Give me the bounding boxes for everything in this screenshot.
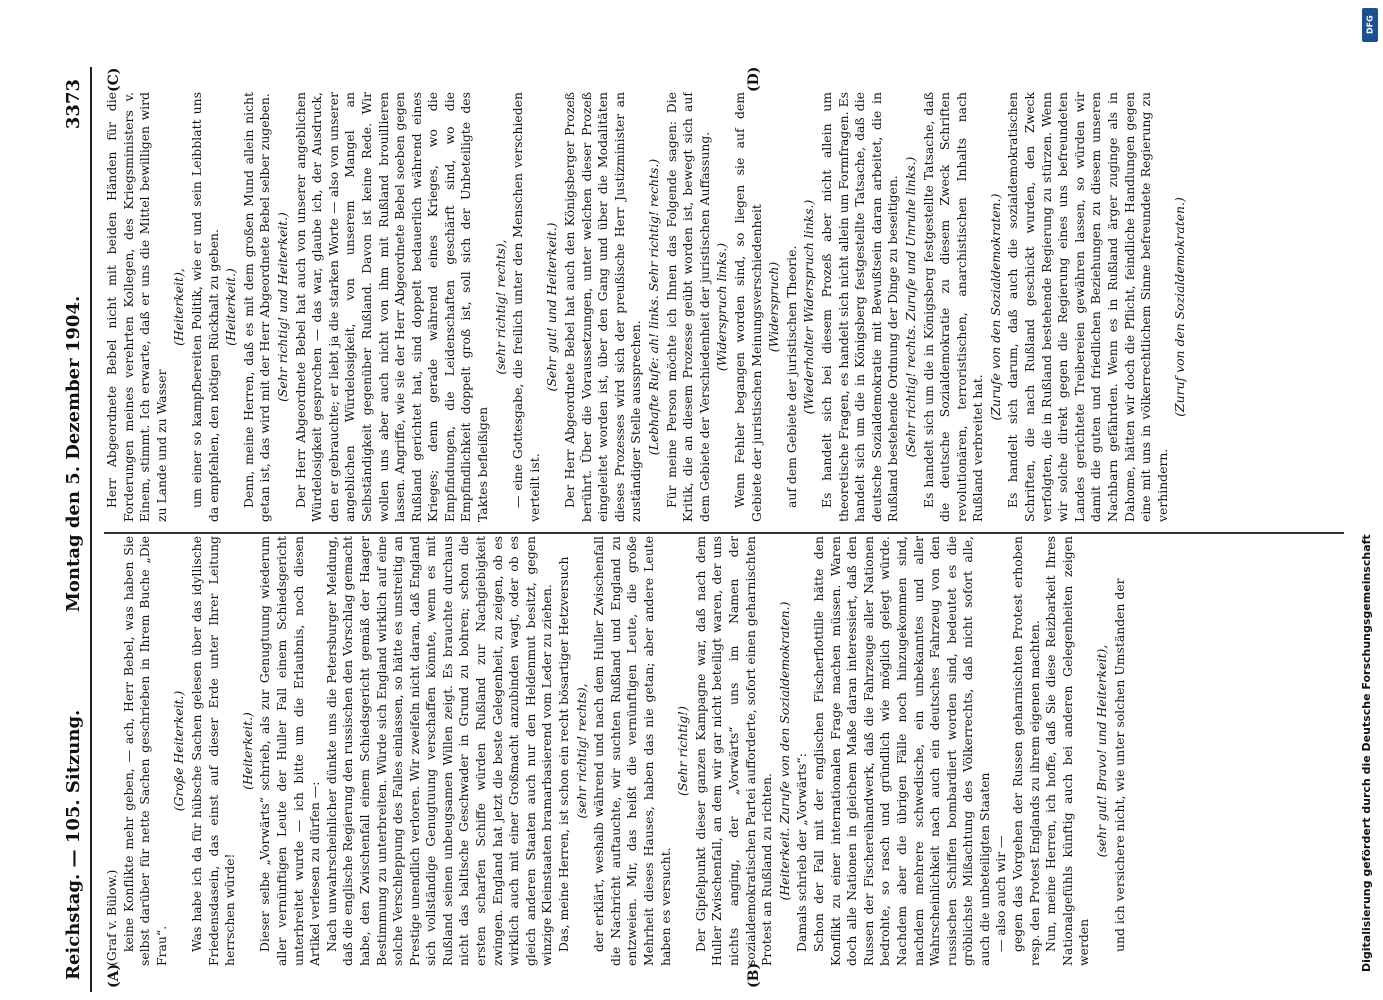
speaker-label: (Graf v. Bülow.)	[104, 869, 119, 966]
interjection: (Wiederholter Widerspruch links.)	[801, 199, 817, 415]
paragraph: keine Konflikte mehr geben, — ach, Herr Bebel, was haben Sie selbst darüber für nette Sachen geschrieben in Ihrem Buche „Die Frau“.	[120, 536, 169, 966]
interjection: (Heiterkeit.)	[239, 712, 255, 790]
interjection: (Widerspruch links.)	[714, 242, 730, 372]
paragraph: Wenn Fehler begangen worden sind, so liegen sie auf dem Gebiete der juristischen Meinungsverschiedenheit	[731, 92, 764, 522]
paragraph: Der Gipfelpunkt dieser ganzen Kampagne war, daß nach dem Huller Zwischenfall, an dem wir gar nicht beteiligt waren, der uns nichts anging, der „Vorwärts“ uns im Namen der sozialdemokratischen Partei aufforderte, sofort einen geharnischten Protest an Rußland zu richten.	[692, 536, 775, 966]
paragraph: Herr Abgeordnete Bebel nicht mit beiden Händen für die Forderungen meines verehrten Kollegen, des Kriegsministers v. Einem, stimmt. Ich erwarte, daß er uns die Mittel bewilligen wird zu Lande und zu Wasser	[104, 92, 169, 522]
interjection: (Widerspruch)	[766, 261, 782, 353]
paragraph: der erklärt, weshalb während und nach dem Huller Zwischenfall die Nachricht auftauchte, wir suchten Rußland und England zu entzweien. Mir, das heißt die vernünftigen Leute, die große Mehrheit dieses Hauses, haben das nie getan; aber andere Leute haben es versucht.	[591, 536, 673, 966]
rotated-page	[60, 67, 1360, 992]
interjection: (Sehr richtig! und Heiterkeit.)	[274, 212, 290, 402]
interjection: (Heiterkeit.)	[223, 268, 239, 346]
paragraph: Nun, meine Herren, ich hoffe, daß Sie diese Reizbarkeit Ihres Nationalgefühls künftig auch bei anderen Gelegenheiten zeigen werden	[1043, 536, 1092, 966]
paragraph: Der Herr Abgeordnete Bebel hat auch den Königsberger Prozeß berührt. Über die Voraussetzungen, unter welchen dieser Prozeß eingeleitet worden ist, über den Gang und über die Modalitäten dieses Prozesses wird sich der preußische Herr Justizminister an zuständiger Stelle aussprechen.	[562, 92, 644, 522]
paragraph: Schon der Fall mit der englischen Fischerflottille hätte den Konflikt zu einer internationalen Frage machen müssen. Waren doch alle Nationen in gleichem Maße daran interessiert, daß den Russen der Fischereihandwerk, daß die Fahrzeuge aller Nationen bedrohte, so rasch und gründlich wie möglich gelegt würde. Nachdem aber die übrigen Fälle noch hinzugekommen sind, nachdem mehrere schwedische, ein unbekanntes und aller Wahrscheinlichkeit nach auch ein deutsches Fahrzeug von den russischen Schiffen bombardiert worden sind, bedeutet es die gröblichste Mißachtung des Völkerrechts, daß nicht sofort alle, auch die unbeteiligten Staaten	[810, 536, 992, 966]
margin-marker-a: (A)	[106, 963, 122, 988]
paragraph: Es handelt sich bei diesem Prozeß aber nicht allein um theoretische Fragen, es handelt sich nicht allein um Formfragen. Es handelt sich um die in Königsberg festgestellte Tatsache, daß die deutsche Sozialdemokratie mit Bewußtsein daran arbeitet, die in Rußland bestehende Ordnung der Dinge zu beseitigen.	[818, 92, 901, 522]
interjection: (sehr richtig! rechts),	[573, 683, 589, 819]
paragraph: Nach unwahrscheinlicher dünkte uns die Petersburger Meldung, daß die englische Regierung den russischen den Vorschlag gemacht habe, den Zwischenfall einem Schiedsgericht gemäß der Haager Bestimmung zu unterbreiten. Würde sich England wirklich auf eine solche Verschleppung des Falles einlassen, so hätte es unstreitig an Prestige unendlich verloren. Wir zweifeln nicht daran, daß England sich vollständige Genugtuung verschaffen könnte, wenn es mit Rußland seinen unbeugsamen Willen zeigt. Es brauchte durchaus nicht das baltische Geschwader in Grund zu bohren; schon die ersten scharfen Schiffe würden Rußland zur Nachgiebigkeit zwingen. England hat jetzt die beste Gelegenheit, zu zeigen, ob es wirklich auch mit einer Großmacht anzubinden wagt, oder ob es gleich anderen Staaten auch nur den Heldenmut besitzt, gegen winzige Kleinstaaten bramarbasierend vom Leder zu ziehen.	[323, 536, 555, 966]
paragraph: gegen das Vorgehen der Russen geharnischten Protest erhoben resp. den Protest Englands zu ihrem eigenen machten.	[1010, 536, 1042, 966]
paragraph: Das, meine Herren, ist schon ein recht bösartiger Hetzversuch	[556, 556, 572, 952]
paragraph: und ich versichere nicht, wie unter solchen Umständen der	[1111, 578, 1127, 952]
right-column	[104, 92, 1344, 522]
header-rule	[91, 67, 92, 992]
interjection: (Zurufe von den Sozialdemokraten.)	[987, 193, 1003, 421]
paragraph: Es handelt sich darum, daß auch die sozialdemokratischen Schriften, die nach Rußland geschickt wurden, den Zweck verfolgten, die in Rußland bestehende Regierung zu stürzen. Wenn wir solche direkt gegen die Regierung eines uns befreundeten Landes gerichtete Treibereien gewähren lassen, so würden wir damit die guten und friedlichen Beziehungen zu diesem unseren Nachbarn gefährden. Wenn es in Rußland ärger zuginge als in Dahome, hätten wir doch die Pflicht, feindliche Handlungen gegen eine mit uns in völkerrechtlichem Sinne befreundete Regierung zu verhindern.	[1005, 92, 1170, 522]
paragraph: Es handelt sich um die in Königsberg festgestellte Tatsache, daß die deutsche Sozialdemokratie zu diesem Zweck Schriften revolutionären, terroristischen, anarchistischen Inhalts nach Rußland verbreitet hat.	[920, 92, 986, 522]
interjection: (Heiterkeit),	[171, 268, 187, 346]
margin-marker-d: (D)	[746, 66, 762, 92]
paragraph: Was habe ich da für hübsche Sachen gelesen über das idyllische Friedensdasein, das einst auf dieser Erde unter Ihrer Leitung herrschen würde!	[188, 536, 238, 966]
paragraph: Für meine Person möchte ich Ihnen das Folgende sagen: Die Kritik, die an diesem Prozesse geübt worden ist, bewegt sich auf dem Gebiete der Verschiedenheit der juristischen Auffassung.	[663, 92, 712, 522]
interjection: (sehr gut! Bravo! und Heiterkeit),	[1094, 644, 1110, 858]
digitization-note-text: Digitalisierung gefördert durch die Deutsche Forschungsgemeinschaft	[1360, 534, 1373, 972]
interjection: (Große Heiterkeit.)	[171, 690, 187, 812]
page-number: 3373	[63, 79, 84, 130]
paragraph: Dieser selbe „Vorwärts“ schrieb, als zur Genugtuung wiederum aller vernünftigen Leute der Huller Fall einem Schiedsgericht unterbreitet wurde — ich bitte um die Erlaubnis, noch diesen Artikel verlesen zu dürfen —:	[257, 536, 323, 966]
interjection: (Sehr richtig!)	[675, 706, 691, 796]
margin-marker-b: (B)	[746, 962, 762, 988]
running-head-date: Montag den 5. Dezember 1904.	[63, 295, 84, 612]
paragraph: auf dem Gebiete der juristischen Theorie.	[783, 245, 799, 508]
interjection: (Lebhafte Rufe: ah! links. Sehr richtig! rechts.)	[646, 158, 661, 456]
paragraph: Damals schrieb der „Vorwärts“:	[794, 753, 810, 952]
dfg-logo: DFG	[1362, 8, 1378, 42]
interjection: (sehr richtig! rechts),	[492, 239, 508, 375]
running-head-session: Reichstag. — 105. Sitzung.	[63, 709, 84, 980]
paragraph: um einer so kampfbereiten Politik, wie er und sein Leibblatt uns da empfehlen, den nötigen Rückhalt zu geben.	[188, 92, 221, 522]
paragraph: — also auch wir —	[993, 835, 1009, 952]
paragraph: Denn, meine Herren, daß es mit dem großen Mund allein nicht getan ist, das wird mit der Herr Abgeordnete Bebel selber zugeben.	[240, 92, 273, 522]
left-column	[104, 536, 1344, 966]
paragraph: — eine Gottesgabe, die freilich unter den Menschen verschieden verteilt ist.	[510, 92, 542, 522]
running-head	[60, 67, 92, 992]
column-divider	[104, 532, 1344, 534]
interjection: (Sehr richtig! rechts. Zurufe und Unruhe links.)	[902, 156, 918, 458]
interjection: (Sehr gut! und Heiterkeit.)	[544, 222, 560, 392]
margin-marker-c: (C)	[106, 67, 122, 92]
paragraph: Der Herr Abgeordnete Bebel hat auch von unserer angeblichen Würdelosigkeit gesprochen — das war, glaube ich, der Ausdruck, den er gebrauchte; er liebt ja die starken Worte — also von unserer angeblichen Würdelosigkeit, von unserem Mangel an Selbständigkeit gegenüber Rußland. Davon ist keine Rede. Wir wollen uns aber auch nicht von ihm mit Rußland brouillieren lassen. Angriffe, wie sie der Herr Abgeordnete Bebel soeben gegen Rußland gerichtet hat, sind doppelt bedauerlich während eines Krieges; denn gerade während eines Krieges, wo die Empfindungen, die Leidenschaften geschärft sind, wo die Empfindlichkeit doppelt groß ist, soll sich der Unbeteiligte des Taktes befleißigen	[292, 92, 491, 522]
digitization-note	[1356, 12, 1378, 972]
interjection: (Heiterkeit. Zurufe von den Sozialdemokraten.)	[776, 601, 792, 901]
interjection: (Zuruf von den Sozialdemokraten.)	[1172, 197, 1188, 417]
